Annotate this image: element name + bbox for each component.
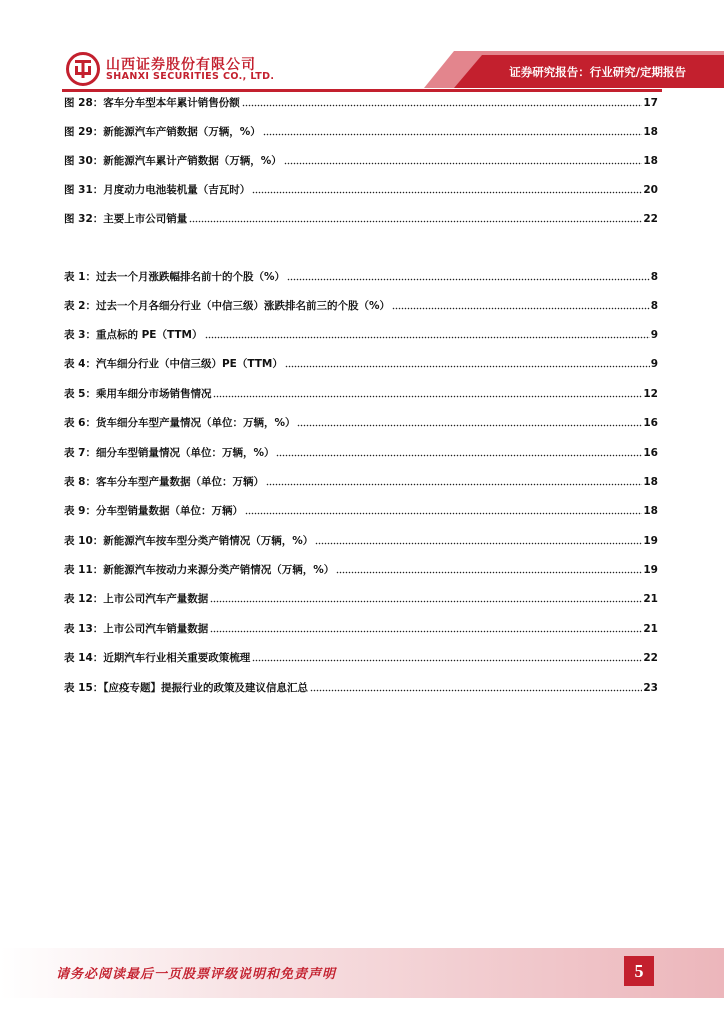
toc-entry[interactable]: 图 30：新能源汽车累计产销数据（万辆，%） 18 [64, 155, 658, 167]
toc-entry[interactable]: 表 15：【应疫专题】提振行业的政策及建议信息汇总 23 [64, 682, 658, 694]
toc-entry[interactable]: 表 6：货车细分车型产量情况（单位：万辆，%） 16 [64, 417, 658, 429]
toc-entry[interactable]: 表 10：新能源汽车按车型分类产销情况（万辆，%） 19 [64, 535, 658, 547]
page-number: 5 [624, 956, 654, 986]
toc-entry[interactable]: 表 12：上市公司汽车产量数据 21 [64, 593, 658, 605]
toc-entry[interactable]: 表 7：细分车型销量情况（单位：万辆，%） 16 [64, 447, 658, 459]
toc-entry[interactable]: 表 5：乘用车细分市场销售情况 12 [64, 388, 658, 400]
toc-entry[interactable]: 表 13：上市公司汽车销量数据 21 [64, 623, 658, 635]
toc-entry[interactable]: 表 2：过去一个月各细分行业（中信三级）涨跌排名前三的个股（%） 8 [64, 300, 658, 312]
toc-entry[interactable]: 图 31：月度动力电池装机量（吉瓦时） 20 [64, 184, 658, 196]
toc-entry[interactable]: 表 4：汽车细分行业（中信三级）PE（TTM） 9 [64, 358, 658, 370]
shanxi-securities-logo-icon [66, 52, 100, 86]
report-type: 证券研究报告：行业研究/定期报告 [509, 65, 686, 79]
toc-entry[interactable]: 图 32：主要上市公司销量 22 [64, 213, 658, 225]
toc-entry[interactable]: 图 29：新能源汽车产销数据（万辆，%） 18 [64, 126, 658, 138]
company-name-cn: 山西证券股份有限公司 [106, 57, 256, 73]
disclaimer-notice: 请务必阅读最后一页股票评级说明和免责声明 [56, 967, 337, 982]
toc-entry[interactable]: 表 3：重点标的 PE（TTM） 9 [64, 329, 658, 341]
toc-entry[interactable]: 表 9：分车型销量数据（单位：万辆） 18 [64, 505, 658, 517]
page-header [0, 0, 724, 92]
toc-entry[interactable]: 表 11：新能源汽车按动力来源分类产销情况（万辆，%） 19 [64, 564, 658, 576]
toc-entry[interactable]: 表 1：过去一个月涨跌幅排名前十的个股（%） 8 [64, 271, 658, 283]
company-name-en: SHANXI SECURITIES CO., LTD. [106, 71, 275, 82]
toc-entry[interactable]: 图 28：客车分车型本年累计销售份额 17 [64, 97, 658, 109]
toc-entry[interactable]: 表 14：近期汽车行业相关重要政策梳理 22 [64, 652, 658, 664]
toc-entry[interactable]: 表 8：客车分车型产量数据（单位：万辆） 18 [64, 476, 658, 488]
